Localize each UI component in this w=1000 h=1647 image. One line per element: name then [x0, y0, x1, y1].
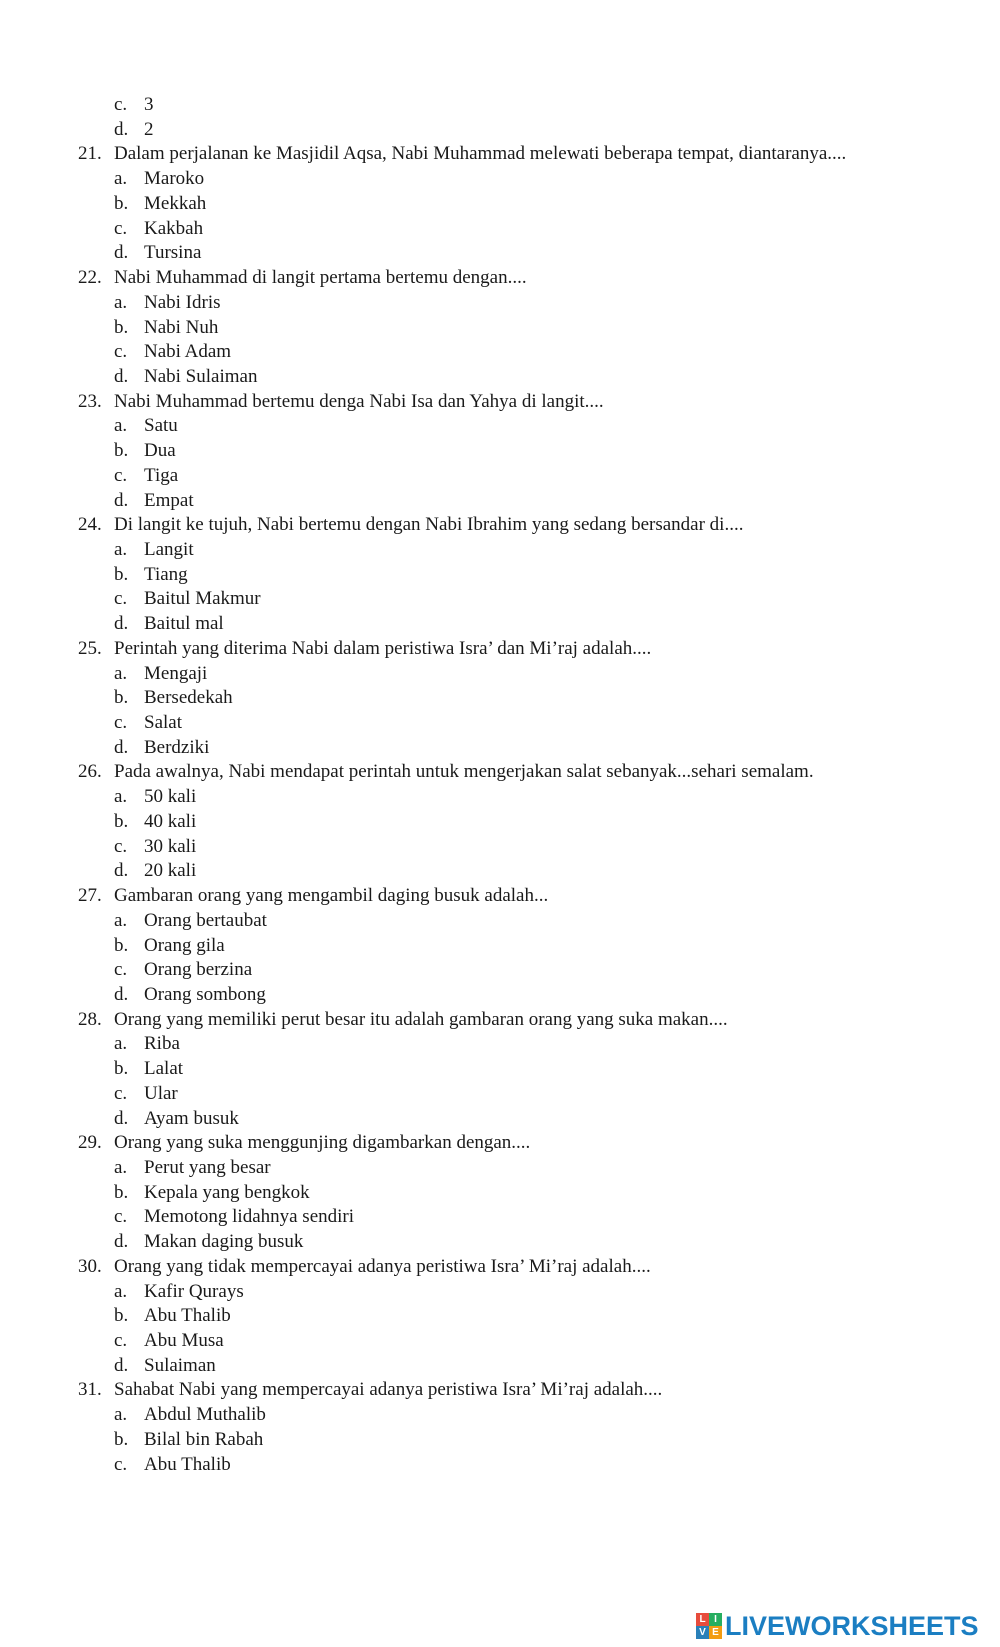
option-letter: a.: [114, 415, 128, 437]
option-letter: a.: [114, 168, 128, 190]
option-text: Orang sombong: [144, 983, 266, 1005]
option-letter: d.: [114, 242, 129, 264]
option-text: Kafir Qurays: [144, 1280, 244, 1302]
option-letter: b.: [114, 1428, 129, 1450]
option-text: 30 kali: [144, 835, 197, 857]
option-letter: a.: [114, 291, 128, 313]
option-letter: c.: [114, 1082, 128, 1104]
question-number: 24.: [78, 514, 102, 536]
question-text: Orang yang tidak mempercayai adanya peristiwa Isra’ Mi’raj adalah....: [114, 1255, 651, 1277]
option-text: Baitul Makmur: [144, 588, 261, 610]
question-text: Di langit ke tujuh, Nabi bertemu dengan Nabi Ibrahim yang sedang bersandar di....: [114, 514, 744, 536]
option-text: Nabi Sulaiman: [144, 365, 258, 387]
option-text: Mekkah: [144, 192, 207, 214]
option-text: 2: [144, 118, 154, 140]
option-letter: c.: [114, 464, 128, 486]
option-text: Abu Musa: [144, 1330, 224, 1351]
option-letter: c.: [114, 1330, 128, 1351]
option-letter: b.: [114, 810, 129, 832]
logo-tile-v: V: [696, 1626, 709, 1639]
option-text: Kepala yang bengkok: [144, 1181, 310, 1203]
question-text: Dalam perjalanan ke Masjidil Aqsa, Nabi Muhammad melewati beberapa tempat, diantaranya....: [114, 143, 847, 165]
option-text: Riba: [144, 1033, 180, 1055]
option-letter: d.: [114, 1231, 129, 1253]
question-number: 22.: [78, 267, 102, 288]
option-text: Makan daging busuk: [144, 1231, 304, 1253]
option-text: Tiga: [144, 464, 179, 486]
logo-tile-i: I: [709, 1613, 722, 1626]
option-letter: b.: [114, 934, 129, 956]
option-letter: c.: [114, 217, 128, 239]
option-text: Satu: [144, 415, 178, 437]
option-letter: b.: [114, 192, 129, 214]
option-text: Tiang: [144, 563, 188, 585]
option-letter: c.: [114, 588, 128, 610]
option-text: Maroko: [144, 168, 205, 190]
option-text: Sulaiman: [144, 1354, 216, 1376]
option-letter: b.: [114, 1305, 129, 1327]
option-text: Perut yang besar: [144, 1157, 271, 1178]
option-text: Abu Thalib: [144, 1453, 231, 1475]
question-text: Pada awalnya, Nabi mendapat perintah untuk mengerjakan salat sebanyak...sehari semalam.: [114, 761, 814, 783]
option-letter: c.: [114, 1453, 128, 1475]
liveworksheets-brand: [696, 1609, 979, 1643]
option-text: Abu Thalib: [144, 1305, 231, 1327]
liveworksheets-logo-icon: [696, 1613, 722, 1639]
option-letter: a.: [114, 909, 128, 931]
option-text: Baitul mal: [144, 613, 224, 635]
option-text: Salat: [144, 712, 182, 733]
question-text: Sahabat Nabi yang mempercayai adanya peristiwa Isra’ Mi’raj adalah....: [114, 1379, 663, 1401]
question-number: 30.: [78, 1255, 102, 1277]
option-letter: d.: [114, 983, 129, 1005]
option-letter: d.: [114, 1107, 129, 1129]
question-number: 21.: [78, 143, 102, 165]
option-text: Abdul Muthalib: [144, 1404, 266, 1426]
option-letter: a.: [114, 786, 128, 808]
question-text: Orang yang memiliki perut besar itu adalah gambaran orang yang suka makan....: [114, 1008, 728, 1030]
option-letter: b.: [114, 1181, 129, 1203]
option-text: Orang gila: [144, 934, 225, 956]
question-text: Nabi Muhammad bertemu denga Nabi Isa dan Yahya di langit....: [114, 390, 604, 412]
option-letter: c.: [114, 341, 128, 363]
option-letter: a.: [114, 1404, 128, 1426]
option-text: Bilal bin Rabah: [144, 1428, 264, 1450]
option-text: 50 kali: [144, 786, 197, 808]
question-number: 23.: [78, 390, 102, 412]
option-letter: c.: [114, 959, 128, 981]
brand-name: LIVEWORKSHEETS: [725, 1610, 979, 1641]
question-number: 29.: [78, 1132, 102, 1154]
option-text: Ular: [144, 1082, 178, 1104]
option-text: Orang bertaubat: [144, 909, 267, 931]
question-text: Nabi Muhammad di langit pertama bertemu dengan....: [114, 267, 527, 288]
question-number: 26.: [78, 761, 102, 783]
option-letter: d.: [114, 860, 129, 882]
option-letter: b.: [114, 1058, 129, 1080]
option-text: Empat: [144, 489, 194, 511]
option-text: Ayam busuk: [144, 1107, 239, 1129]
option-letter: b.: [114, 563, 129, 585]
option-letter: a.: [114, 539, 128, 560]
option-letter: a.: [114, 662, 128, 684]
option-text: 40 kali: [144, 810, 197, 832]
question-number: 28.: [78, 1008, 102, 1030]
option-letter: d.: [114, 1354, 129, 1376]
option-letter: a.: [114, 1157, 128, 1178]
option-letter: d.: [114, 365, 129, 387]
option-letter: c.: [114, 835, 128, 857]
question-number: 27.: [78, 885, 102, 906]
option-text: Nabi Adam: [144, 341, 232, 363]
option-letter: b.: [114, 687, 129, 709]
option-letter: d.: [114, 613, 129, 635]
logo-tile-l: L: [696, 1613, 709, 1626]
option-text: Kakbah: [144, 217, 204, 239]
option-letter: c.: [114, 1206, 128, 1228]
option-letter: a.: [114, 1033, 128, 1055]
option-letter: c.: [114, 712, 128, 733]
option-text: Dua: [144, 440, 176, 462]
question-text: Orang yang suka menggunjing digambarkan dengan....: [114, 1132, 531, 1154]
option-text: Memotong lidahnya sendiri: [144, 1206, 355, 1228]
option-letter: c.: [114, 94, 128, 115]
option-text: Tursina: [144, 242, 202, 264]
question-number: 31.: [78, 1379, 102, 1401]
question-text: Gambaran orang yang mengambil daging busuk adalah...: [114, 885, 549, 906]
option-text: Orang berzina: [144, 959, 253, 981]
option-text: 3: [144, 94, 154, 115]
option-letter: d.: [114, 118, 129, 140]
option-letter: d.: [114, 736, 129, 758]
option-letter: d.: [114, 489, 129, 511]
question-text: Perintah yang diterima Nabi dalam peristiwa Isra’ dan Mi’raj adalah....: [114, 637, 652, 659]
option-text: Langit: [144, 539, 194, 560]
option-text: Bersedekah: [144, 687, 233, 709]
logo-tile-e: E: [709, 1626, 722, 1639]
option-letter: a.: [114, 1280, 128, 1302]
option-text: 20 kali: [144, 860, 197, 882]
option-text: Mengaji: [144, 662, 208, 684]
option-letter: b.: [114, 316, 129, 338]
option-text: Berdziki: [144, 736, 210, 758]
question-number: 25.: [78, 637, 102, 659]
option-text: Nabi Nuh: [144, 316, 219, 338]
option-text: Nabi Idris: [144, 291, 221, 313]
option-letter: b.: [114, 440, 129, 462]
option-text: Lalat: [144, 1058, 184, 1080]
